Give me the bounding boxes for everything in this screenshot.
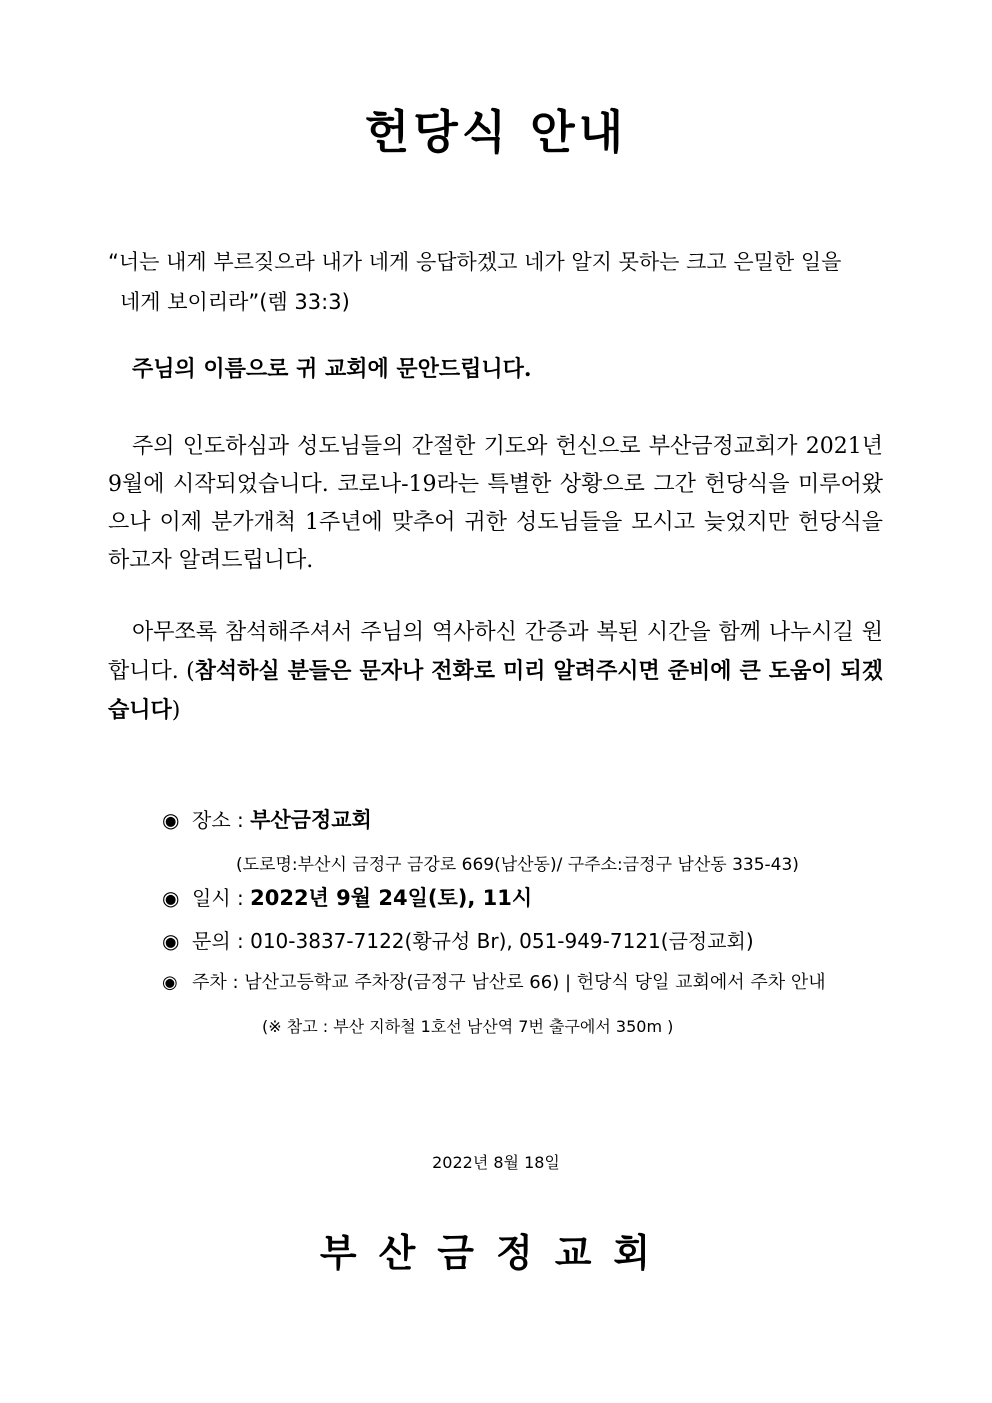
invitation-rsvp-note: 참석하실 분들은 문자나 전화로 미리 알려주시면 준비에 큰 도움이 되겠습니다 — [108, 658, 883, 723]
place-label: 장소 : — [192, 808, 244, 832]
parking-note: (※ 참고 : 부산 지하철 1호선 남산역 7번 출구에서 350m ) — [262, 1017, 674, 1036]
bullet-icon: ◉ — [162, 886, 180, 910]
issue-date: 2022년 8월 18일 — [432, 1153, 560, 1172]
detail-parking — [162, 969, 826, 997]
invitation-close: ) — [171, 698, 181, 723]
time-value: 2022년 9월 24일(토), 11시 — [250, 886, 533, 910]
detail-time — [162, 884, 532, 912]
detail-place — [162, 806, 372, 834]
parking-value: 남산고등학교 주차장(금정구 남산로 66) | 헌당식 당일 교회에서 주차 안내 — [244, 972, 826, 993]
contact-value: 010-3837-7122(황규성 Br), 051-949-7121(금정교회) — [250, 929, 754, 953]
bullet-icon: ◉ — [162, 808, 180, 832]
bullet-icon: ◉ — [162, 929, 180, 953]
greeting: 주님의 이름으로 귀 교회에 문안드립니다. — [132, 356, 532, 382]
scripture-quote-line2: 네게 보이리라”(렘 33:3) — [120, 290, 350, 314]
paragraph-intro: 주의 인도하심과 성도님들의 간절한 기도와 헌신으로 부산금정교회가 2021년 9월에 시작되었습니다. 코로나-19라는 특별한 상황으로 그간 헌당식을 미루어왔으나 이제 분가개척 1주년에 맞추어 귀한 성도님들을 모시고 늦었지만 헌당식을 하고자 알려드립니다. — [108, 434, 883, 573]
contact-label: 문의 : — [192, 929, 244, 953]
document-title: 헌당식 안내 — [364, 105, 628, 159]
church-signature: 부산금정교회 — [319, 1231, 673, 1275]
address-line: (도로명:부산시 금정구 금강로 669(남산동)/ 구주소:금정구 남산동 335-43) — [236, 855, 799, 875]
invitation-text: 아무쪼록 참석해주셔서 주님의 역사하신 간증과 복된 시간을 함께 나누시길 원합니다. ( — [108, 620, 883, 684]
paragraph-invitation — [108, 614, 883, 730]
detail-contact — [162, 927, 754, 955]
bullet-icon: ◉ — [162, 972, 178, 993]
parking-label: 주차 : — [192, 972, 239, 993]
place-value: 부산금정교회 — [250, 808, 372, 832]
time-label: 일시 : — [192, 886, 244, 910]
scripture-quote-line1: “너는 내게 부르짖으라 내가 네게 응답하겠고 네가 알지 못하는 크고 은밀한 일을 — [108, 250, 842, 274]
